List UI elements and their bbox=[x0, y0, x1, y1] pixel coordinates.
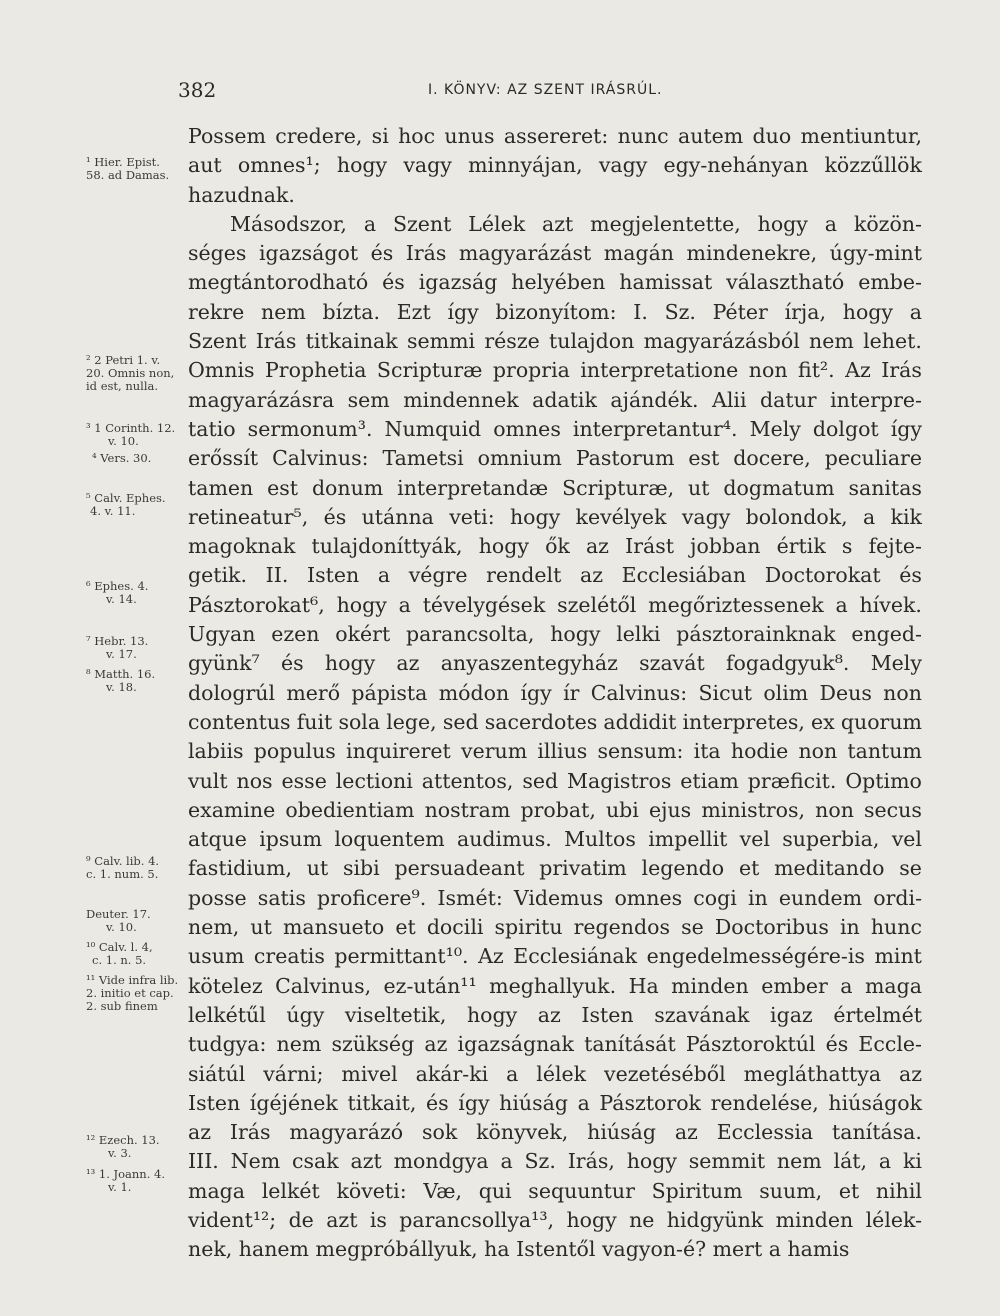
text-line: gyünk⁷ és hogy az anyaszentegyház szavát fogadgyuk⁸. Mely bbox=[188, 651, 922, 676]
text-line: rekre nem bízta. Ezt így bizonyítom: I. Sz. Péter írja, hogy a bbox=[188, 299, 922, 324]
margin-note: ⁵ Calv. Ephes. 4. v. 11. bbox=[86, 491, 166, 518]
text-line: lelkétűl úgy viseltetik, hogy az Isten szavának igaz értelmét bbox=[188, 1002, 922, 1027]
margin-note: ⁴ Vers. 30. bbox=[92, 451, 152, 465]
text-line: megtántorodható és igazság helyében hamissat választható embe- bbox=[188, 270, 922, 295]
margin-note: ¹¹ Vide infra lib. 2. initio et cap. 2. sub finem bbox=[86, 973, 179, 1013]
margin-note: ² 2 Petri 1. v. 20. Omnis non, id est, nulla. bbox=[86, 353, 175, 393]
text-line: examine obedientiam nostram probat, ubi ejus ministros, non secus bbox=[188, 797, 922, 822]
text-line: contentus fuit sola lege, sed sacerdotes addidit interpretes, ex quorum bbox=[188, 709, 922, 734]
text-line: tatio sermonum³. Numquid omnes interpretantur⁴. Mely dolgot így bbox=[188, 416, 922, 441]
text-line: fastidium, ut sibi persuadeant privatim legendo et meditando se bbox=[188, 856, 922, 881]
text-line: labiis populus inquireret verum illius sensum: ita hodie non tantum bbox=[188, 739, 922, 764]
text-line: siátúl várni; mivel akár-ki a lélek vezetéséből megláthattya az bbox=[188, 1061, 922, 1086]
margin-note: ³ 1 Corinth. 12. v. 10. bbox=[86, 421, 176, 448]
margin-note: ¹³ 1. Joann. 4. v. 1. bbox=[86, 1167, 165, 1194]
text-line: III. Nem csak azt mondgya a Sz. Irás, hogy semmit nem lát, a ki bbox=[188, 1149, 922, 1174]
text-line: séges igazságot és Irás magyarázást magán mindenekre, úgy-mint bbox=[188, 241, 922, 266]
text-line: Másodszor, a Szent Lélek azt megjelentette, hogy a közön- bbox=[230, 211, 922, 236]
text-line: Pásztorokat⁶, hogy a tévelygések szelétől megőriztessenek a hívek. bbox=[188, 592, 922, 617]
text-line: erőssít Calvinus: Tametsi omnium Pastorum est docere, peculiare bbox=[188, 446, 922, 471]
page-number: 382 bbox=[178, 78, 217, 102]
page-header bbox=[0, 78, 1000, 102]
text-line: kötelez Calvinus, ez-után¹¹ meghallyuk. Ha minden ember a maga bbox=[188, 973, 922, 998]
text-line: tudgya: nem szükség az igazságnak tanítását Pásztoroktúl és Eccle- bbox=[188, 1032, 922, 1057]
text-line: Isten ígéjének titkait, és így hiúság a Pásztorok rendelése, hiúságok bbox=[188, 1090, 922, 1115]
text-line: vult nos esse lectioni attentos, sed Magistros etiam præficit. Optimo bbox=[188, 768, 922, 793]
text-line: getik. II. Isten a végre rendelt az Ecclesiában Doctorokat és bbox=[188, 563, 922, 588]
margin-note: ¹² Ezech. 13. v. 3. bbox=[86, 1133, 160, 1160]
text-line: posse satis proficere⁹. Ismét: Videmus omnes cogi in eundem ordi- bbox=[188, 885, 922, 910]
text-line: retineatur⁵, és utánna veti: hogy kevélyek vagy bolondok, a kik bbox=[188, 504, 922, 529]
text-line: magoknak tulajdoníttyák, hogy ők az Irást jobban értik s fejte- bbox=[188, 534, 922, 559]
text-line: Omnis Prophetia Scripturæ propria interpretatione non fit². Az Irás bbox=[188, 358, 922, 383]
body-text bbox=[188, 122, 922, 1265]
text-line: Szent Irás titkainak semmi része tulajdon magyarázásból nem lehet. bbox=[188, 329, 922, 354]
text-line: nem, ut mansueto et docili spiritu regendos se Doctoribus in hunc bbox=[188, 915, 922, 940]
running-title: I. KÖNYV: AZ SZENT IRÁSRÚL. bbox=[428, 82, 663, 98]
margin-note: ⁷ Hebr. 13. v. 17. bbox=[86, 634, 149, 661]
text-line: aut omnes¹; hogy vagy minnyájan, vagy egy-nehányan közzűllök bbox=[188, 153, 922, 178]
text-line: az Irás magyarázó sok könyvek, hiúság az Ecclessia tanítása. bbox=[188, 1120, 922, 1145]
margin-note: ⁹ Calv. lib. 4. c. 1. num. 5. bbox=[86, 854, 160, 881]
margin-note: ¹⁰ Calv. l. 4, c. 1. n. 5. bbox=[86, 940, 153, 967]
text-line: maga lelkét követi: Væ, qui sequuntur Spiritum suum, et nihil bbox=[188, 1178, 922, 1203]
margin-note: Deuter. 17. v. 10. bbox=[86, 907, 151, 934]
text-line: Possem credere, si hoc unus assereret: nunc autem duo mentiuntur, bbox=[188, 124, 922, 148]
margin-note: ⁶ Ephes. 4. v. 14. bbox=[86, 579, 149, 606]
text-line: dologrúl merő pápista módon így ír Calvinus: Sicut olim Deus non bbox=[188, 680, 922, 705]
text-line: usum creatis permittant¹⁰. Az Ecclesiának engedelmességére-is mint bbox=[188, 944, 922, 969]
text-line: magyarázásra sem mindennek adatik ajándék. Alii datur interpre- bbox=[188, 387, 922, 412]
text-line: nek, hanem megpróbállyuk, ha Istentől vagyon-é? mert a hamis bbox=[188, 1237, 850, 1262]
text-line: vident¹²; de azt is parancsollya¹³, hogy ne hidgyünk minden lélek- bbox=[188, 1207, 922, 1232]
text-line: hazudnak. bbox=[188, 182, 295, 207]
text-line: atque ipsum loquentem audimus. Multos impellit vel superbia, vel bbox=[188, 827, 922, 852]
text-line: tamen est donum interpretandæ Scripturæ, ut dogmatum sanitas bbox=[188, 475, 922, 500]
text-line: Ugyan ezen okért parancsolta, hogy lelki pásztorainknak enged- bbox=[188, 622, 922, 647]
margin-note: ¹ Hier. Epist. 58. ad Damas. bbox=[86, 155, 170, 182]
margin-note: ⁸ Matth. 16. v. 18. bbox=[86, 667, 156, 694]
